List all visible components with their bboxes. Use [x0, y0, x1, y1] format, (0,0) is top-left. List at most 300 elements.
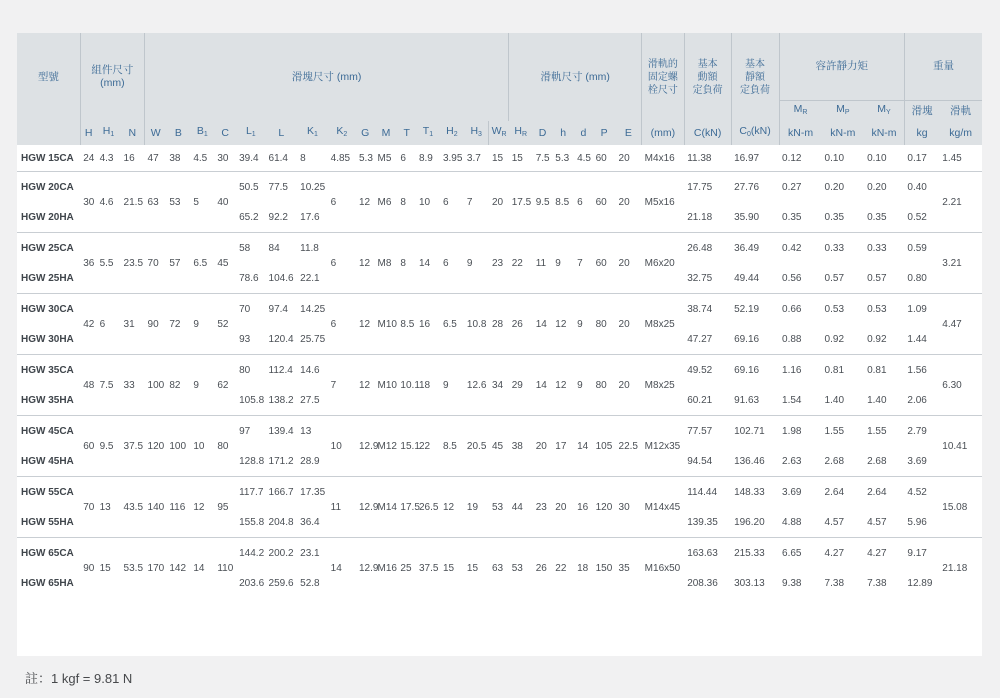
cell-g: 12.9 — [356, 538, 375, 599]
sym-wr: $W_R$ — [489, 121, 509, 145]
unit-kgm: kg/m — [939, 121, 982, 145]
cell-model: HGW 20CA — [17, 172, 80, 203]
cell-mp: 2.64 — [822, 477, 865, 508]
cell-c_kn: 17.75 — [684, 172, 731, 203]
cell-d: 9.5 — [533, 172, 553, 233]
cell-h1: 4.6 — [97, 172, 121, 233]
cell-wblock: 0.59 — [904, 233, 939, 264]
cell-model: HGW 55CA — [17, 477, 80, 508]
cell-g: 12 — [356, 233, 375, 294]
cell-w: 120 — [145, 416, 167, 477]
cell-wr: 45 — [489, 416, 509, 477]
cell-c_kn: 77.57 — [684, 416, 731, 447]
cell-w: 100 — [145, 355, 167, 416]
cell-p: 60 — [593, 172, 616, 233]
cell-c: 95 — [214, 477, 236, 538]
cell-t1: 26.5 — [416, 477, 440, 538]
cell-mp: 0.33 — [822, 233, 865, 264]
cell-c_kn: 60.21 — [687, 394, 713, 406]
cell-c_kn: 47.27 — [687, 333, 713, 345]
cell-my: 4.57 — [867, 516, 887, 528]
cell-h1: 7.5 — [97, 355, 121, 416]
cell-h1: 13 — [97, 477, 121, 538]
cell-h: 70 — [80, 477, 96, 538]
cell-l1: 58 — [236, 233, 265, 264]
header-dynamic-load: 基本 動額 定負荷 — [684, 33, 731, 121]
cell-mr: 2.63 — [782, 455, 802, 467]
cell-mp: 0.57 — [824, 272, 845, 284]
cell-d: 14 — [574, 416, 593, 477]
cell-mr: 0.66 — [779, 294, 822, 325]
cell-c: 45 — [214, 233, 236, 294]
cell-h: 5.3 — [555, 152, 570, 164]
table-row — [17, 477, 982, 508]
cell-e: 20 — [616, 294, 642, 355]
cell-h: 17 — [552, 416, 574, 477]
cell-c0: 136.46 — [734, 455, 765, 467]
cell-k1: 17.35 — [297, 477, 328, 508]
sym-d-lower: d — [574, 121, 593, 145]
cell-e: 20 — [618, 152, 630, 164]
sym-e: E — [616, 121, 642, 145]
cell-l: 259.6 — [268, 577, 294, 589]
cell-mp: 0.10 — [824, 152, 845, 164]
cell-k1: 25.75 — [300, 333, 326, 345]
cell-bolt: M8x25 — [642, 355, 685, 416]
cell-k2: 14 — [328, 538, 356, 599]
cell-l1: 78.6 — [239, 272, 259, 284]
cell-h3: 12.6 — [464, 355, 489, 416]
cell-g: 12.9 — [356, 416, 375, 477]
cell-b: 116 — [166, 477, 190, 538]
cell-mp: 1.55 — [822, 416, 865, 447]
sym-d-upper: D — [533, 121, 553, 145]
cell-bolt: M12x35 — [642, 416, 685, 477]
spec-table — [17, 33, 982, 598]
cell-mp: 0.35 — [824, 211, 845, 223]
cell-k2: 7 — [328, 355, 356, 416]
cell-wblock: 1.44 — [907, 333, 927, 345]
cell-c: 30 — [217, 152, 229, 164]
cell-model: HGW 25HA — [21, 272, 74, 284]
cell-mp: 0.92 — [824, 333, 845, 345]
cell-hr: 44 — [509, 477, 533, 538]
cell-w: 170 — [145, 538, 167, 599]
cell-wr: 34 — [489, 355, 509, 416]
cell-d: 9 — [574, 294, 593, 355]
cell-hr: 38 — [509, 416, 533, 477]
cell-c: 110 — [214, 538, 236, 599]
cell-b: 53 — [166, 172, 190, 233]
cell-mp: 0.20 — [822, 172, 865, 203]
cell-n: 23.5 — [121, 233, 145, 294]
sym-c: C — [214, 121, 236, 145]
cell-c0: 69.16 — [734, 333, 760, 345]
cell-b1: 9 — [190, 294, 214, 355]
cell-b1: 14 — [190, 538, 214, 599]
unit-knm-2: kN-m — [822, 121, 865, 145]
cell-wblock: 9.17 — [904, 538, 939, 569]
cell-b: 38 — [169, 152, 181, 164]
cell-h: 60 — [80, 416, 96, 477]
cell-l: 97.4 — [266, 294, 298, 325]
cell-h2: 15 — [440, 538, 464, 599]
cell-l1: 65.2 — [239, 211, 259, 223]
sym-g: G — [356, 121, 375, 145]
cell-bolt: M4x16 — [644, 152, 675, 164]
cell-d: 14 — [533, 294, 553, 355]
cell-h: 12 — [552, 294, 574, 355]
cell-model: HGW 55HA — [21, 516, 74, 528]
cell-mr: 1.54 — [782, 394, 802, 406]
cell-my: 2.68 — [867, 455, 887, 467]
cell-b1: 10 — [190, 416, 214, 477]
cell-my: 0.33 — [864, 233, 904, 264]
cell-l: 204.8 — [268, 516, 294, 528]
cell-m: M10 — [375, 294, 398, 355]
cell-d: 7 — [574, 233, 593, 294]
cell-bolt: M8x25 — [642, 294, 685, 355]
cell-t: 10.1 — [397, 355, 416, 416]
cell-mp: 7.38 — [824, 577, 845, 589]
cell-model: HGW 25CA — [17, 233, 80, 264]
cell-k1: 36.4 — [300, 516, 320, 528]
cell-c_kn: 11.38 — [687, 152, 712, 164]
cell-e: 20 — [616, 172, 642, 233]
cell-t: 15.1 — [397, 416, 416, 477]
cell-mr: 1.16 — [779, 355, 822, 386]
unit-mm: (mm) — [642, 121, 685, 145]
cell-wblock: 0.40 — [904, 172, 939, 203]
cell-c0: 27.76 — [731, 172, 779, 203]
cell-model: HGW 15CA — [21, 152, 74, 164]
cell-wrail: 3.21 — [939, 233, 982, 294]
cell-h: 42 — [80, 294, 96, 355]
cell-h3: 19 — [464, 477, 489, 538]
cell-h: 8.5 — [552, 172, 574, 233]
cell-my: 0.53 — [864, 294, 904, 325]
cell-l: 84 — [266, 233, 298, 264]
cell-my: 1.55 — [864, 416, 904, 447]
cell-k2: 6 — [328, 172, 356, 233]
cell-c_kn: 208.36 — [687, 577, 718, 589]
cell-t1: 8.9 — [418, 152, 433, 164]
cell-h2: 6 — [440, 233, 464, 294]
header-weight: 重量 — [904, 33, 982, 101]
cell-n: 37.5 — [121, 416, 145, 477]
sym-h2: $H_2$ — [440, 121, 464, 145]
cell-my: 0.10 — [867, 152, 887, 164]
cell-h3: 7 — [464, 172, 489, 233]
sym-p: P — [593, 121, 616, 145]
cell-k1: 52.8 — [300, 577, 320, 589]
cell-c: 62 — [214, 355, 236, 416]
cell-b: 57 — [166, 233, 190, 294]
cell-t1: 16 — [416, 294, 440, 355]
cell-c: 80 — [214, 416, 236, 477]
cell-h3: 10.8 — [464, 294, 489, 355]
cell-w: 47 — [147, 152, 159, 164]
cell-wblock: 1.56 — [904, 355, 939, 386]
cell-model: HGW 65CA — [17, 538, 80, 569]
cell-c_kn: 32.75 — [687, 272, 713, 284]
cell-mr: 1.98 — [779, 416, 822, 447]
sym-m: M — [375, 121, 398, 145]
cell-t1: 22 — [416, 416, 440, 477]
cell-wblock: 0.80 — [907, 272, 927, 284]
cell-my: 0.20 — [864, 172, 904, 203]
cell-l1: 144.2 — [236, 538, 265, 569]
cell-k1: 22.1 — [300, 272, 320, 284]
cell-l1: 117.7 — [236, 477, 265, 508]
cell-mp: 1.40 — [824, 394, 845, 406]
cell-b: 100 — [166, 416, 190, 477]
cell-wblock: 2.79 — [904, 416, 939, 447]
cell-h3: 20.5 — [464, 416, 489, 477]
cell-k1: 14.6 — [297, 355, 328, 386]
sym-h-lower: h — [552, 121, 574, 145]
cell-l1: 50.5 — [236, 172, 265, 203]
cell-l: 77.5 — [266, 172, 298, 203]
cell-hr: 15 — [511, 152, 523, 164]
cell-g: 12 — [356, 355, 375, 416]
cell-mp: 4.27 — [822, 538, 865, 569]
cell-my: 4.27 — [864, 538, 904, 569]
cell-d: 7.5 — [535, 152, 550, 164]
unit-kg: kg — [904, 121, 939, 145]
cell-k1: 11.8 — [297, 233, 328, 264]
cell-my: 2.64 — [864, 477, 904, 508]
cell-g: 12 — [356, 294, 375, 355]
cell-d: 16 — [574, 477, 593, 538]
cell-d: 4.5 — [577, 152, 591, 164]
cell-b1: 5 — [190, 172, 214, 233]
cell-k1: 13 — [297, 416, 328, 447]
cell-h: 36 — [80, 233, 96, 294]
cell-bolt: M5x16 — [642, 172, 685, 233]
cell-e: 35 — [616, 538, 642, 599]
cell-wblock: 4.52 — [904, 477, 939, 508]
cell-b1: 9 — [190, 355, 214, 416]
cell-c0: 36.49 — [731, 233, 779, 264]
cell-hr: 29 — [509, 355, 533, 416]
cell-wrail: 10.41 — [939, 416, 982, 477]
cell-mr: 6.65 — [779, 538, 822, 569]
cell-e: 20 — [616, 233, 642, 294]
cell-model: HGW 35CA — [17, 355, 80, 386]
table-row — [17, 355, 982, 386]
cell-t1: 14 — [416, 233, 440, 294]
cell-my: 7.38 — [867, 577, 887, 589]
cell-t: 8 — [397, 172, 416, 233]
cell-l: 138.2 — [268, 394, 294, 406]
spec-table-body — [17, 145, 982, 598]
table-row — [17, 145, 982, 172]
cell-wblock: 5.96 — [907, 516, 927, 528]
cell-k1: 27.5 — [300, 394, 320, 406]
cell-k1: 17.6 — [300, 211, 320, 223]
cell-w: 70 — [145, 233, 167, 294]
cell-l1: 155.8 — [239, 516, 265, 528]
table-row — [17, 416, 982, 447]
table-row — [17, 172, 982, 203]
cell-hr: 22 — [509, 233, 533, 294]
cell-wr: 15 — [491, 152, 504, 164]
cell-g: 12.9 — [356, 477, 375, 538]
cell-wr: 20 — [489, 172, 509, 233]
cell-g: 5.3 — [359, 152, 373, 164]
cell-l: 92.2 — [268, 211, 288, 223]
cell-l1: 203.6 — [239, 577, 265, 589]
cell-w: 140 — [145, 477, 167, 538]
cell-d: 26 — [533, 538, 553, 599]
header-bolt-size: 滑軌的 固定螺 栓尺寸 — [642, 33, 685, 121]
cell-m: M10 — [375, 355, 398, 416]
cell-h3: 9 — [464, 233, 489, 294]
cell-t: 25 — [397, 538, 416, 599]
sym-weight-block: 滑塊 — [904, 101, 939, 122]
cell-hr: 26 — [509, 294, 533, 355]
cell-mr: 0.35 — [782, 211, 802, 223]
cell-e: 22.5 — [616, 416, 642, 477]
cell-h: 24 — [83, 152, 95, 164]
cell-my: 0.35 — [867, 211, 887, 223]
cell-wrail: 1.45 — [942, 152, 962, 164]
cell-n: 16 — [123, 152, 135, 164]
cell-l1: 97 — [236, 416, 265, 447]
cell-c0: 303.13 — [734, 577, 765, 589]
cell-h: 12 — [552, 355, 574, 416]
sym-l1: $L_1$ — [236, 121, 265, 145]
cell-c0: 148.33 — [731, 477, 779, 508]
cell-m: M12 — [375, 416, 398, 477]
sym-h1: $H_1$ — [97, 121, 121, 145]
cell-c_kn: 163.63 — [684, 538, 731, 569]
cell-t: 8.5 — [397, 294, 416, 355]
cell-l1: 93 — [239, 333, 251, 345]
cell-wrail: 15.08 — [939, 477, 982, 538]
cell-g: 12 — [356, 172, 375, 233]
cell-m: M16 — [375, 538, 398, 599]
cell-c0: 102.71 — [731, 416, 779, 447]
cell-c0: 91.63 — [734, 394, 760, 406]
cell-wblock: 0.17 — [907, 152, 927, 164]
cell-c_kn: 114.44 — [684, 477, 731, 508]
cell-h: 20 — [552, 477, 574, 538]
footnote: 註：1 kgf = 9.81 N — [25, 671, 133, 686]
cell-my: 0.81 — [864, 355, 904, 386]
cell-c0: 69.16 — [731, 355, 779, 386]
cell-b: 82 — [166, 355, 190, 416]
cell-k1: 14.25 — [297, 294, 328, 325]
cell-p: 60 — [595, 152, 607, 164]
cell-l1: 128.8 — [239, 455, 265, 467]
cell-c_kn: 139.35 — [687, 516, 718, 528]
cell-wr: 63 — [489, 538, 509, 599]
cell-k1: 10.25 — [297, 172, 328, 203]
cell-m: M5 — [377, 152, 392, 164]
sym-mp: $M_P$ — [822, 101, 865, 122]
cell-c0: 35.90 — [734, 211, 760, 223]
cell-model: HGW 30CA — [17, 294, 80, 325]
cell-n: 43.5 — [121, 477, 145, 538]
cell-wblock: 1.09 — [904, 294, 939, 325]
cell-c_kn: 26.48 — [684, 233, 731, 264]
cell-h1: 9.5 — [97, 416, 121, 477]
cell-b: 142 — [166, 538, 190, 599]
cell-mp: 4.57 — [824, 516, 845, 528]
sym-w: W — [145, 121, 167, 145]
cell-p: 150 — [593, 538, 616, 599]
cell-c_kn: 94.54 — [687, 455, 713, 467]
cell-e: 20 — [616, 355, 642, 416]
cell-p: 80 — [593, 355, 616, 416]
cell-h2: 12 — [440, 477, 464, 538]
cell-k1: 23.1 — [297, 538, 328, 569]
cell-wblock: 2.06 — [907, 394, 927, 406]
cell-b1: 6.5 — [190, 233, 214, 294]
cell-d: 6 — [574, 172, 593, 233]
cell-model: HGW 35HA — [21, 394, 74, 406]
cell-w: 63 — [145, 172, 167, 233]
cell-b1: 4.5 — [193, 152, 208, 164]
header-block-dimensions: 滑塊尺寸 (mm) — [145, 33, 509, 121]
cell-l: 200.2 — [266, 538, 298, 569]
cell-d: 11 — [533, 233, 553, 294]
cell-mr: 0.12 — [782, 152, 802, 164]
cell-wblock: 12.89 — [907, 577, 933, 589]
cell-d: 14 — [533, 355, 553, 416]
cell-mp: 0.81 — [822, 355, 865, 386]
unit-c0-kn: $C_0(kN)$ — [731, 121, 779, 145]
sym-t: T — [397, 121, 416, 145]
cell-mr: 0.56 — [782, 272, 802, 284]
cell-mr: 0.88 — [782, 333, 802, 345]
cell-c_kn: 21.18 — [687, 211, 713, 223]
cell-h2: 9 — [440, 355, 464, 416]
table-row — [17, 294, 982, 325]
sym-n: N — [121, 121, 145, 145]
sym-h: H — [80, 121, 96, 145]
cell-l: 120.4 — [268, 333, 294, 345]
sym-k2: $K_2$ — [328, 121, 356, 145]
sym-hr: $H_R$ — [509, 121, 533, 145]
cell-p: 120 — [593, 477, 616, 538]
cell-wrail: 6.30 — [939, 355, 982, 416]
cell-h: 48 — [80, 355, 96, 416]
sym-my: $M_Y$ — [864, 101, 904, 122]
cell-c_kn: 38.74 — [684, 294, 731, 325]
header-model: 型號 — [17, 33, 80, 121]
cell-model: HGW 20HA — [21, 211, 74, 223]
sym-h3: $H_3$ — [464, 121, 489, 145]
cell-h: 30 — [80, 172, 96, 233]
cell-wr: 23 — [489, 233, 509, 294]
cell-c0: 196.20 — [734, 516, 765, 528]
cell-l: 139.4 — [266, 416, 298, 447]
cell-n: 53.5 — [121, 538, 145, 599]
header-assembly: 組件尺寸 (mm) — [80, 33, 144, 121]
cell-t: 17.5 — [397, 477, 416, 538]
cell-p: 105 — [593, 416, 616, 477]
cell-wblock: 0.52 — [907, 211, 927, 223]
cell-l1: 39.4 — [239, 152, 259, 164]
cell-h: 9 — [552, 233, 574, 294]
cell-k2: 4.85 — [330, 152, 351, 164]
cell-h: 22 — [552, 538, 574, 599]
cell-t: 8 — [397, 233, 416, 294]
cell-l: 112.4 — [266, 355, 298, 386]
